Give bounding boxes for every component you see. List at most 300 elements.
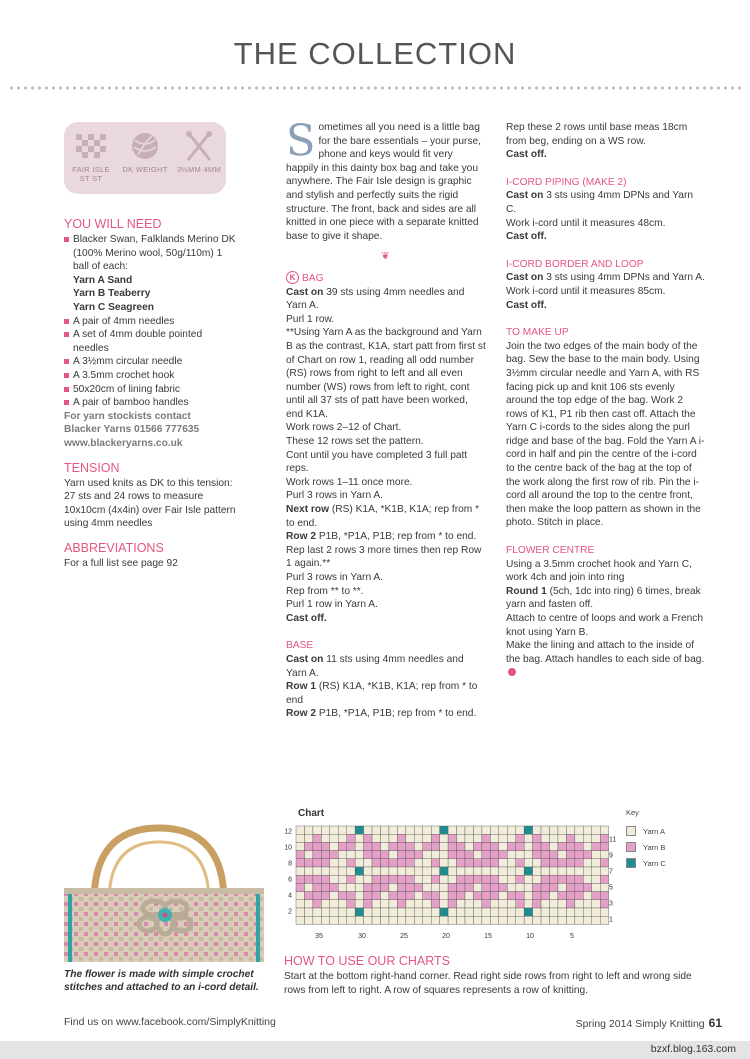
chart-cell [423, 834, 431, 842]
chart-cell [313, 916, 321, 924]
row-label: 8 [288, 860, 292, 868]
chart-cell [364, 892, 372, 900]
chart-cell [575, 916, 583, 924]
chart-cell [558, 867, 566, 875]
chart-cell [575, 834, 583, 842]
chart-cell [499, 883, 507, 891]
col-label: 25 [400, 933, 408, 940]
chart-cell [338, 875, 346, 883]
chart-cell [516, 859, 524, 867]
chart-cell [372, 908, 380, 916]
chart-cell [406, 834, 414, 842]
base-line: Row 2 P1B, *P1A, P1B; rep from * to end. [286, 708, 477, 720]
col-label: 20 [442, 933, 450, 940]
chart-cell [583, 826, 591, 834]
key-swatch [626, 858, 636, 868]
base-line: Cast on 11 sts using 4mm needles and Yarn A. [286, 653, 464, 679]
chart-cell [440, 851, 448, 859]
bag-line: **Using Yarn A as the background and Yarn B as the contrast, K1A, start patt from first st of Chart on row 1, reading all odd number (RS) rows from right to left and all even number (WS) rows from left to right, cont until all 37 sts of patt have been worked, end K1A. [286, 327, 486, 420]
chart-cell [448, 900, 456, 908]
chart-cell [423, 900, 431, 908]
chart-cell [541, 900, 549, 908]
chart-cell [397, 908, 405, 916]
chart-cell [440, 859, 448, 867]
chart-cell [313, 892, 321, 900]
chart-cell [381, 867, 389, 875]
chart-cell [313, 834, 321, 842]
fair-isle-label: FAIR ISLE ST ST [72, 165, 110, 183]
chart-cell [304, 916, 312, 924]
chart-cell [414, 892, 422, 900]
chart-cell [389, 908, 397, 916]
chart-cell [296, 826, 304, 834]
chart-cell [507, 892, 515, 900]
row-label: 11 [609, 836, 617, 844]
chart-cell [541, 842, 549, 850]
chart-cell [600, 908, 608, 916]
chart-cell [330, 916, 338, 924]
chart-cell [406, 916, 414, 924]
piping-line: Cast on 3 sts using 4mm DPNs and Yarn C. [506, 190, 694, 215]
chart-cell [389, 834, 397, 842]
chart-cell [524, 883, 532, 891]
chart-cell [304, 900, 312, 908]
key-item-yarn-b: Yarn B [626, 841, 666, 853]
chart-cell [372, 859, 380, 867]
chart-cell [592, 826, 600, 834]
chart-cell [482, 859, 490, 867]
chart-cell [541, 892, 549, 900]
bag-line: Cont until you have completed 3 full patt reps. [286, 449, 468, 475]
chart-cell [457, 867, 465, 875]
chart-cell [541, 916, 549, 924]
chart-cell [541, 859, 549, 867]
chart-cell [355, 908, 363, 916]
chart-cell [499, 916, 507, 924]
chart-cell [507, 834, 515, 842]
needles-icon [182, 130, 216, 162]
chart-cell [440, 892, 448, 900]
chart-cell [355, 867, 363, 875]
needles-item: A pair of 4mm needles [64, 315, 239, 329]
chart-cell [347, 883, 355, 891]
chart-cell [381, 916, 389, 924]
chart-cell [397, 867, 405, 875]
chart-cell [423, 826, 431, 834]
footer-facebook[interactable]: Find us on www.facebook.com/SimplyKnitting [64, 1016, 276, 1028]
chart-cell [296, 842, 304, 850]
col-label: 30 [358, 933, 366, 940]
chart-cell [406, 867, 414, 875]
chart-cell [338, 851, 346, 859]
chart-cell [304, 908, 312, 916]
chart-cell [600, 851, 608, 859]
chart-cell [575, 842, 583, 850]
chart-cell [406, 859, 414, 867]
chart-cell [389, 826, 397, 834]
chart-cell [490, 842, 498, 850]
chart-cell [330, 867, 338, 875]
chart-cell [600, 883, 608, 891]
chart-cell [296, 867, 304, 875]
chart-cell [600, 842, 608, 850]
chart-cell [355, 834, 363, 842]
stockist-url[interactable]: www.blackeryarns.co.uk [64, 437, 183, 449]
chart-cell [465, 916, 473, 924]
chart-cell [397, 834, 405, 842]
chart-row-labels-right [609, 837, 616, 924]
chart-cell [414, 908, 422, 916]
chart-cell [414, 851, 422, 859]
chart-cell [473, 834, 481, 842]
row-label: 9 [609, 852, 613, 860]
chart-cell [533, 892, 541, 900]
dpn-item: A set of 4mm double pointed needles [64, 328, 239, 355]
chart-cell [347, 826, 355, 834]
chart-cell [507, 875, 515, 883]
chart-cell [364, 826, 372, 834]
chart-cell [482, 908, 490, 916]
needle-size-info [175, 130, 223, 194]
chart-cell [541, 851, 549, 859]
chart-cell [330, 875, 338, 883]
border-heading: I-CORD BORDER AND LOOP [506, 258, 644, 270]
tension-heading: TENSION [64, 460, 120, 475]
chart-cell [566, 867, 574, 875]
chart-cell [566, 908, 574, 916]
chart-cell [575, 826, 583, 834]
chart-cell [347, 892, 355, 900]
chart-cell [448, 908, 456, 916]
stockist-phone: Blacker Yarns 01566 777635 [64, 424, 200, 436]
chart-column-labels [315, 933, 574, 940]
chart-cell [583, 883, 591, 891]
chart-cell [414, 859, 422, 867]
chart-cell [381, 851, 389, 859]
chart-cell [457, 834, 465, 842]
chart-cell [448, 883, 456, 891]
chart-cell [406, 875, 414, 883]
chart-cell [524, 851, 532, 859]
chart-cell [338, 908, 346, 916]
chart-cell [550, 883, 558, 891]
chart-cell [533, 867, 541, 875]
chart-cell [321, 834, 329, 842]
chart-cell [592, 892, 600, 900]
chart-cell [330, 826, 338, 834]
chart-cell [516, 834, 524, 842]
chart-grid [296, 826, 609, 924]
chart-cell [397, 851, 405, 859]
chart-cell [397, 842, 405, 850]
row-label: 7 [609, 868, 613, 876]
chart-cell [338, 867, 346, 875]
chart-cell [490, 892, 498, 900]
chart-cell [490, 859, 498, 867]
abbreviations-text: For a full list see page 92 [64, 557, 178, 569]
bag-line: Work rows 1–11 once more. [286, 476, 413, 488]
chart-cell [558, 916, 566, 924]
chart-cell [347, 867, 355, 875]
chart-cell [372, 826, 380, 834]
circular-needle-item: A 3½mm circular needle [64, 355, 239, 369]
chart-cell [507, 916, 515, 924]
chart-cell [431, 826, 439, 834]
row-label: 1 [609, 916, 613, 924]
chart-cell [321, 826, 329, 834]
chart-cell [558, 851, 566, 859]
chart-cell [313, 908, 321, 916]
yarn-item: Blacker Swan, Falklands Merino DK (100% Merino wool, 50g/110m) 1 ball of each: [64, 233, 239, 274]
chart-cell [457, 892, 465, 900]
key-item-yarn-a: Yarn A [626, 825, 666, 837]
chart-cell [507, 842, 515, 850]
chart-cell [347, 834, 355, 842]
fair-isle-info [67, 130, 115, 194]
you-need-heading: YOU WILL NEED [64, 217, 162, 231]
chart-cell [550, 859, 558, 867]
chart-cell [507, 883, 515, 891]
chart-cell [550, 842, 558, 850]
border-line: Work i-cord until it measures 85cm. [506, 285, 666, 297]
chart-cell [448, 875, 456, 883]
chart-cell [558, 908, 566, 916]
chart-cell [499, 834, 507, 842]
chart-cell [389, 851, 397, 859]
row-label: 2 [288, 908, 292, 916]
chart-cell [364, 883, 372, 891]
chart-cell [364, 834, 372, 842]
chart-cell [592, 916, 600, 924]
make-up-heading: TO MAKE UP [506, 327, 569, 339]
chart-cell [566, 851, 574, 859]
chart-cell [490, 834, 498, 842]
chart-cell [296, 875, 304, 883]
chart-cell [397, 883, 405, 891]
chart-cell [541, 834, 549, 842]
chart-cell [465, 892, 473, 900]
chart-cell [558, 883, 566, 891]
chart-cell [566, 892, 574, 900]
chart-cell [566, 875, 574, 883]
chart-cell [566, 834, 574, 842]
chart-cell [473, 908, 481, 916]
bag-line: Purl 1 row in Yarn A. [286, 599, 378, 611]
chart-cell [558, 859, 566, 867]
chart-cell [558, 834, 566, 842]
chart-cell [550, 908, 558, 916]
chart-cell [338, 916, 346, 924]
chart-cell [431, 908, 439, 916]
chart-cell [372, 851, 380, 859]
chart-cell [490, 867, 498, 875]
chart-cell [347, 842, 355, 850]
chart-cell [372, 900, 380, 908]
chart-cell [600, 892, 608, 900]
chart-cell [558, 875, 566, 883]
chart-cell [600, 900, 608, 908]
chart-cell [592, 867, 600, 875]
chart-cell [490, 900, 498, 908]
bag-illustration [64, 822, 264, 962]
chart-cell [490, 883, 498, 891]
chart-cell [355, 842, 363, 850]
chart-cell [330, 900, 338, 908]
chart-cell [406, 842, 414, 850]
key-item-yarn-c: Yarn C [626, 857, 666, 869]
chart-cell [431, 851, 439, 859]
flower-heading: FLOWER CENTRE [506, 545, 595, 557]
chart-cell [338, 834, 346, 842]
chart-cell [592, 851, 600, 859]
chart-cell [457, 826, 465, 834]
chart-cell [457, 875, 465, 883]
chart-cell [490, 916, 498, 924]
chart-cell [583, 859, 591, 867]
chart-cell [465, 826, 473, 834]
chart-cell [600, 859, 608, 867]
howto-text: Start at the bottom right-hand corner. Read right side rows from right to left and wrong side rows from left to right. A row of squares represents a row of knitting. [284, 971, 692, 996]
chart-cell [364, 900, 372, 908]
chart-cell [524, 908, 532, 916]
col-label: 35 [315, 933, 323, 940]
chart-cell [541, 875, 549, 883]
chart-cell [381, 859, 389, 867]
chart-cell [440, 900, 448, 908]
chart-cell [389, 892, 397, 900]
chart-cell [414, 834, 422, 842]
chart-cell [583, 875, 591, 883]
key-title: Key [626, 808, 639, 817]
chart-cell [516, 916, 524, 924]
chart-cell [490, 875, 498, 883]
chart-cell [507, 859, 515, 867]
chart-cell [465, 908, 473, 916]
chart-cell [423, 892, 431, 900]
chart-cell [440, 883, 448, 891]
chart-cell [558, 900, 566, 908]
chart-cell [575, 892, 583, 900]
chart-cell [541, 908, 549, 916]
handles-item: A pair of bamboo handles [64, 396, 239, 410]
chart-cell [473, 851, 481, 859]
chart-cell [389, 875, 397, 883]
chart-cell [524, 826, 532, 834]
chart-cell [448, 867, 456, 875]
chart-row-labels-left [284, 829, 292, 916]
chart-cell [507, 908, 515, 916]
chart-cell [592, 842, 600, 850]
chart-cell [406, 908, 414, 916]
chart-cell [575, 875, 583, 883]
chart-cell [465, 842, 473, 850]
chart-cell [414, 875, 422, 883]
chart-cell [600, 867, 608, 875]
chart-cell [296, 908, 304, 916]
chart-cell [423, 875, 431, 883]
piping-heading: I-CORD PIPING (MAKE 2) [506, 176, 627, 188]
base-line: Cast off. [506, 149, 547, 161]
chart-cell [372, 834, 380, 842]
chart-cell [330, 892, 338, 900]
chart-cell [389, 916, 397, 924]
chart-cell [423, 851, 431, 859]
chart-cell [448, 834, 456, 842]
bag-line: Purl 3 rows in Yarn A. [286, 490, 384, 502]
chart-cell [304, 875, 312, 883]
yarn-b: Yarn B Teaberry [73, 288, 151, 300]
chart-cell [516, 842, 524, 850]
intro-paragraph [286, 116, 486, 243]
chart-cell [414, 916, 422, 924]
chart-cell [431, 834, 439, 842]
chart-cell [575, 859, 583, 867]
tension-text: Yarn used knits as DK to this tension: 27 sts and 24 rows to measure 10x10cm (4x4in) over Fair Isle pattern using 4mm needles [64, 477, 236, 530]
chart-cell [550, 875, 558, 883]
fair-isle-icon [74, 130, 108, 162]
chart-cell [448, 842, 456, 850]
chart-cell [440, 834, 448, 842]
chart-cell [440, 842, 448, 850]
chart-cell [406, 883, 414, 891]
bag-line: Purl 3 rows in Yarn A. [286, 572, 384, 583]
chart-cell [473, 867, 481, 875]
chart-cell [507, 851, 515, 859]
lining-item: 50x20cm of lining fabric [64, 383, 239, 397]
chart-cell [406, 900, 414, 908]
border-line: Cast on 3 sts using 4mm DPNs and Yarn A. [506, 272, 705, 284]
chart-cell [372, 883, 380, 891]
chart-cell [600, 875, 608, 883]
chart-cell [414, 883, 422, 891]
chart-cell [524, 900, 532, 908]
chart-cell [364, 842, 372, 850]
chart-cell [330, 851, 338, 859]
chart-cell [465, 859, 473, 867]
chart-cell [330, 883, 338, 891]
chart-cell [600, 916, 608, 924]
drop-cap: S [286, 116, 316, 166]
chart-cell [355, 875, 363, 883]
chart-cell [592, 883, 600, 891]
base-line: Rep these 2 rows until base meas 18cm from beg, ending on a WS row. [506, 122, 688, 147]
end-mark-icon [508, 668, 516, 676]
chart-cell [566, 859, 574, 867]
bag-line: Cast on 39 sts using 4mm needles and Yarn A. [286, 286, 465, 312]
chart-cell [499, 826, 507, 834]
chart-cell [592, 908, 600, 916]
chart-cell [313, 826, 321, 834]
chart-cell [490, 851, 498, 859]
row-label: 3 [609, 900, 613, 908]
piping-line: Cast off. [506, 231, 547, 243]
chart-cell [592, 834, 600, 842]
chart-cell [575, 851, 583, 859]
chart-cell [448, 892, 456, 900]
chart-cell [541, 826, 549, 834]
chart-key [626, 808, 666, 873]
chart-cell [457, 916, 465, 924]
chart-cell [296, 892, 304, 900]
flower-line: Round 1 (5ch, 1dc into ring) 6 times, break yarn and fasten off. [506, 585, 701, 611]
chart-cell [600, 826, 608, 834]
chart-cell [490, 826, 498, 834]
chart-cell [482, 892, 490, 900]
chart-cell [304, 826, 312, 834]
chart-cell [355, 916, 363, 924]
chart-cell [338, 826, 346, 834]
chart-cell [355, 892, 363, 900]
